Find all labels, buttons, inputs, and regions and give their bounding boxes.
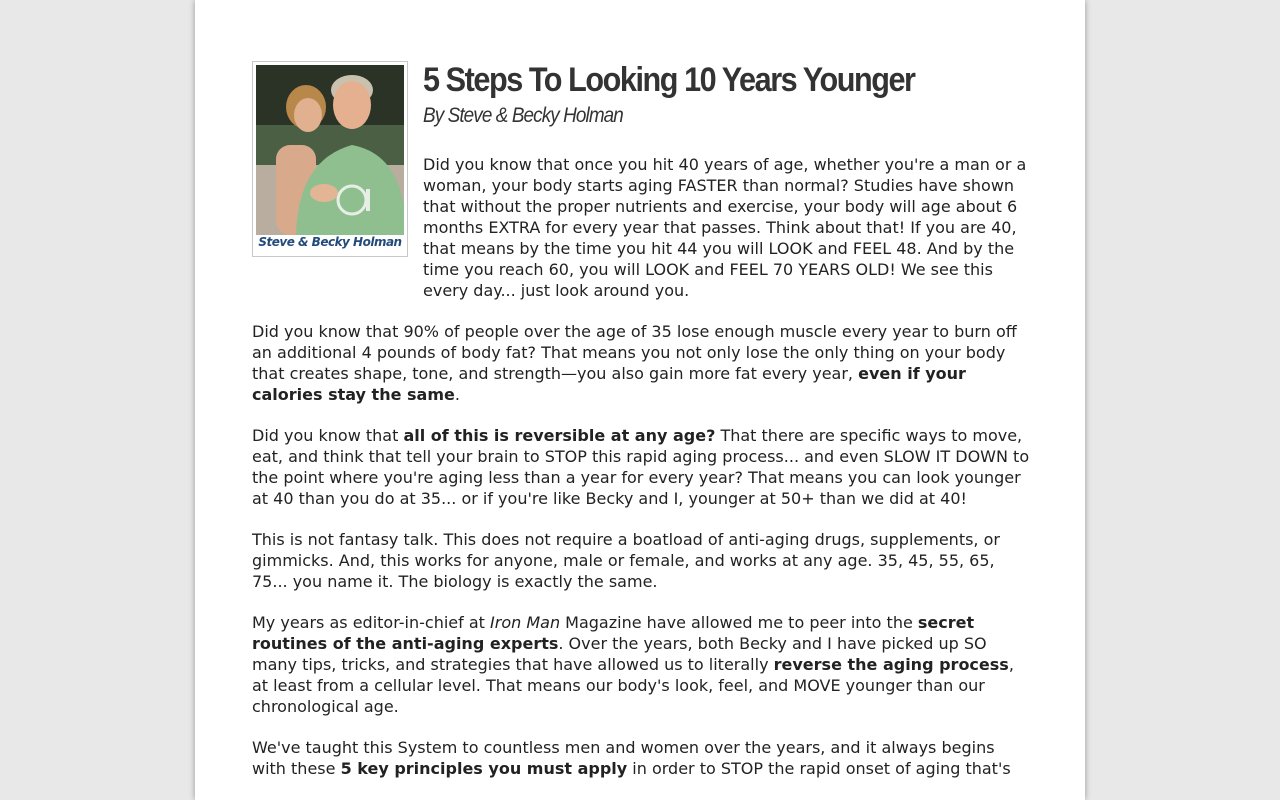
emphasis-bold: even if your calories stay the same [252,364,966,404]
text-run: This is not fantasy talk. This does not require a boatload of anti-aging drugs, supplements, or gimmicks. And, this works for anyone, male or female, and works at any age. 35, 45, 55, 65, 75... you name it. The biology is exactly the same. [252,530,1000,591]
body-paragraph [252,529,1030,592]
emphasis-bold: 5 key principles you must apply [340,759,628,778]
author-photo-illustration [256,65,404,235]
article-header [252,0,1030,310]
article-title: 5 Steps To Looking 10 Years Younger [423,61,915,99]
emphasis-bold: all of this is reversible at any age? [403,426,716,445]
author-photo [252,61,408,257]
intro-paragraph [423,154,1033,301]
article-page [195,0,1085,800]
text-run: , at least from a cellular level. That means our body's look, feel, and MOVE younger than our chronological age. [252,655,1014,716]
text-run: Magazine have allowed me to peer into the [560,613,918,632]
text-run: My years as editor-in-chief at [252,613,491,632]
text-run: . Over the years, both Becky and I have picked up SO many tips, tricks, and strategies that have allowed us to literally [252,634,987,674]
text-run: Did you know that [252,426,404,445]
body-paragraph [252,612,1030,717]
emphasis-italic: Iron Man [490,613,561,632]
photo-caption: Steve & Becky Holman [258,235,402,249]
body-paragraph [252,321,1030,405]
emphasis-bold: reverse the aging process [773,655,1009,674]
body-paragraph [252,425,1030,509]
text-run: Did you know that 90% of people over the age of 35 lose enough muscle every year to burn off an additional 4 pounds of body fat? That means you not only lose the only thing on your body that creates shape, tone, and strength—you also gain more fat every year, [252,322,1017,383]
author-photo-image [256,65,404,235]
text-run: in order to STOP the rapid onset of aging that's [627,759,1011,778]
body-paragraph [252,737,1030,779]
text-run: . [454,385,460,404]
article-body [252,321,1030,799]
emphasis-bold: secret routines of the anti-aging experts [252,613,975,653]
article-content [252,0,1030,778]
article-byline: By Steve & Becky Holman [423,104,623,127]
text-run: We've taught this System to countless men and women over the years, and it always begins with these [252,738,995,778]
text-run: Did you know that once you hit 40 years of age, whether you're a man or a woman, your body starts aging FASTER than normal? Studies have shown that without the proper nutrients and exercise, your body will age about 6 months EXTRA for every year that passes. Think about that! If you are 40, that means by the time you hit 44 you will LOOK and FEEL 48. And by the time you reach 60, you will LOOK and FEEL 70 YEARS OLD! We see this every day... just look around you. [423,155,1027,300]
text-run: That there are specific ways to move, eat, and think that tell your brain to STOP this rapid aging process... and even SLOW IT DOWN to the point where you're aging less than a year for every year? That means you can look younger at 40 than you do at 35... or if you're like Becky and I, younger at 50+ than we did at 40! [252,426,1030,508]
